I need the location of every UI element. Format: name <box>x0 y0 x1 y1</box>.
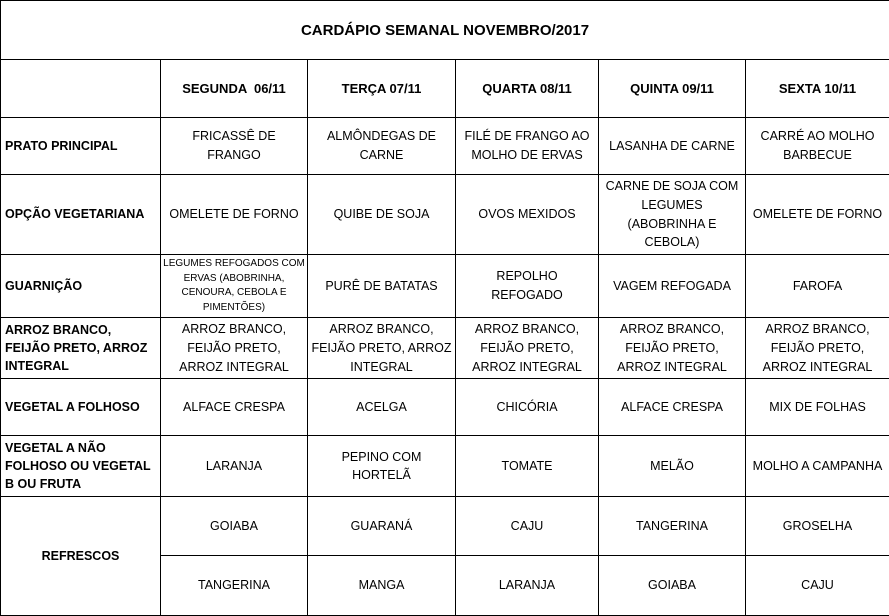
menu-cell: TOMATE <box>456 436 599 497</box>
menu-cell: MANGA <box>308 556 456 616</box>
menu-cell: LARANJA <box>456 556 599 616</box>
table-row <box>1 436 889 497</box>
column-header-segunda: SEGUNDA 06/11 <box>161 60 308 118</box>
menu-cell: CHICÓRIA <box>456 379 599 436</box>
table-row <box>1 497 889 556</box>
row-label-opcao-vegetariana: OPÇÃO VEGETARIANA <box>1 175 161 255</box>
menu-cell: MIX DE FOLHAS <box>746 379 889 436</box>
menu-cell: ALMÔNDEGAS DE CARNE <box>308 118 456 175</box>
menu-cell: ARROZ BRANCO, FEIJÃO PRETO, ARROZ INTEGRAL <box>161 318 308 379</box>
menu-cell: TANGERINA <box>161 556 308 616</box>
menu-cell: QUIBE DE SOJA <box>308 175 456 255</box>
menu-cell: OMELETE DE FORNO <box>161 175 308 255</box>
menu-cell: LASANHA DE CARNE <box>599 118 746 175</box>
menu-cell: PURÊ DE BATATAS <box>308 255 456 318</box>
row-label-vegetal-folhoso: VEGETAL A FOLHOSO <box>1 379 161 436</box>
menu-cell: REPOLHO REFOGADO <box>456 255 599 318</box>
table-row <box>1 379 889 436</box>
menu-cell: CARNE DE SOJA COM LEGUMES (ABOBRINHA E CEBOLA) <box>599 175 746 255</box>
menu-cell: TANGERINA <box>599 497 746 556</box>
menu-cell: OMELETE DE FORNO <box>746 175 889 255</box>
menu-cell: ARROZ BRANCO, FEIJÃO PRETO, ARROZ INTEGRAL <box>308 318 456 379</box>
table-row <box>1 118 889 175</box>
menu-cell: MOLHO A CAMPANHA <box>746 436 889 497</box>
menu-cell: CAJU <box>746 556 889 616</box>
table-row <box>1 175 889 255</box>
menu-cell: FAROFA <box>746 255 889 318</box>
menu-cell: MELÃO <box>599 436 746 497</box>
menu-cell: ALFACE CRESPA <box>161 379 308 436</box>
menu-cell: GOIABA <box>599 556 746 616</box>
page-title: CARDÁPIO SEMANAL NOVEMBRO/2017 <box>1 1 889 60</box>
corner-cell <box>1 60 161 118</box>
row-label-refrescos: REFRESCOS <box>1 497 161 616</box>
menu-cell: LEGUMES REFOGADOS COM ERVAS (ABOBRINHA, CENOURA, CEBOLA E PIMENTÕES) <box>161 255 308 318</box>
menu-cell: GROSELHA <box>746 497 889 556</box>
menu-cell: ARROZ BRANCO, FEIJÃO PRETO, ARROZ INTEGRAL <box>599 318 746 379</box>
menu-cell: FRICASSÊ DE FRANGO <box>161 118 308 175</box>
menu-cell: ALFACE CRESPA <box>599 379 746 436</box>
table-row <box>1 318 889 379</box>
menu-cell: CAJU <box>456 497 599 556</box>
menu-cell: PEPINO COM HORTELÃ <box>308 436 456 497</box>
table-row <box>1 255 889 318</box>
menu-cell: VAGEM REFOGADA <box>599 255 746 318</box>
menu-cell: GOIABA <box>161 497 308 556</box>
row-label-vegetal-nao-folhoso: VEGETAL A NÃO FOLHOSO OU VEGETAL B OU FRUTA <box>1 436 161 497</box>
menu-cell: ACELGA <box>308 379 456 436</box>
menu-cell: CARRÉ AO MOLHO BARBECUE <box>746 118 889 175</box>
menu-cell: LARANJA <box>161 436 308 497</box>
menu-cell: GUARANÁ <box>308 497 456 556</box>
row-label-arroz-feijao: ARROZ BRANCO, FEIJÃO PRETO, ARROZ INTEGRAL <box>1 318 161 379</box>
row-label-prato-principal: PRATO PRINCIPAL <box>1 118 161 175</box>
column-header-terca: TERÇA 07/11 <box>308 60 456 118</box>
menu-cell: ARROZ BRANCO, FEIJÃO PRETO, ARROZ INTEGRAL <box>456 318 599 379</box>
menu-cell: FILÉ DE FRANGO AO MOLHO DE ERVAS <box>456 118 599 175</box>
column-header-quinta: QUINTA 09/11 <box>599 60 746 118</box>
row-label-guarnicao: GUARNIÇÃO <box>1 255 161 318</box>
menu-cell: ARROZ BRANCO, FEIJÃO PRETO, ARROZ INTEGRAL <box>746 318 889 379</box>
column-header-quarta: QUARTA 08/11 <box>456 60 599 118</box>
menu-cell: OVOS MEXIDOS <box>456 175 599 255</box>
column-header-sexta: SEXTA 10/11 <box>746 60 889 118</box>
